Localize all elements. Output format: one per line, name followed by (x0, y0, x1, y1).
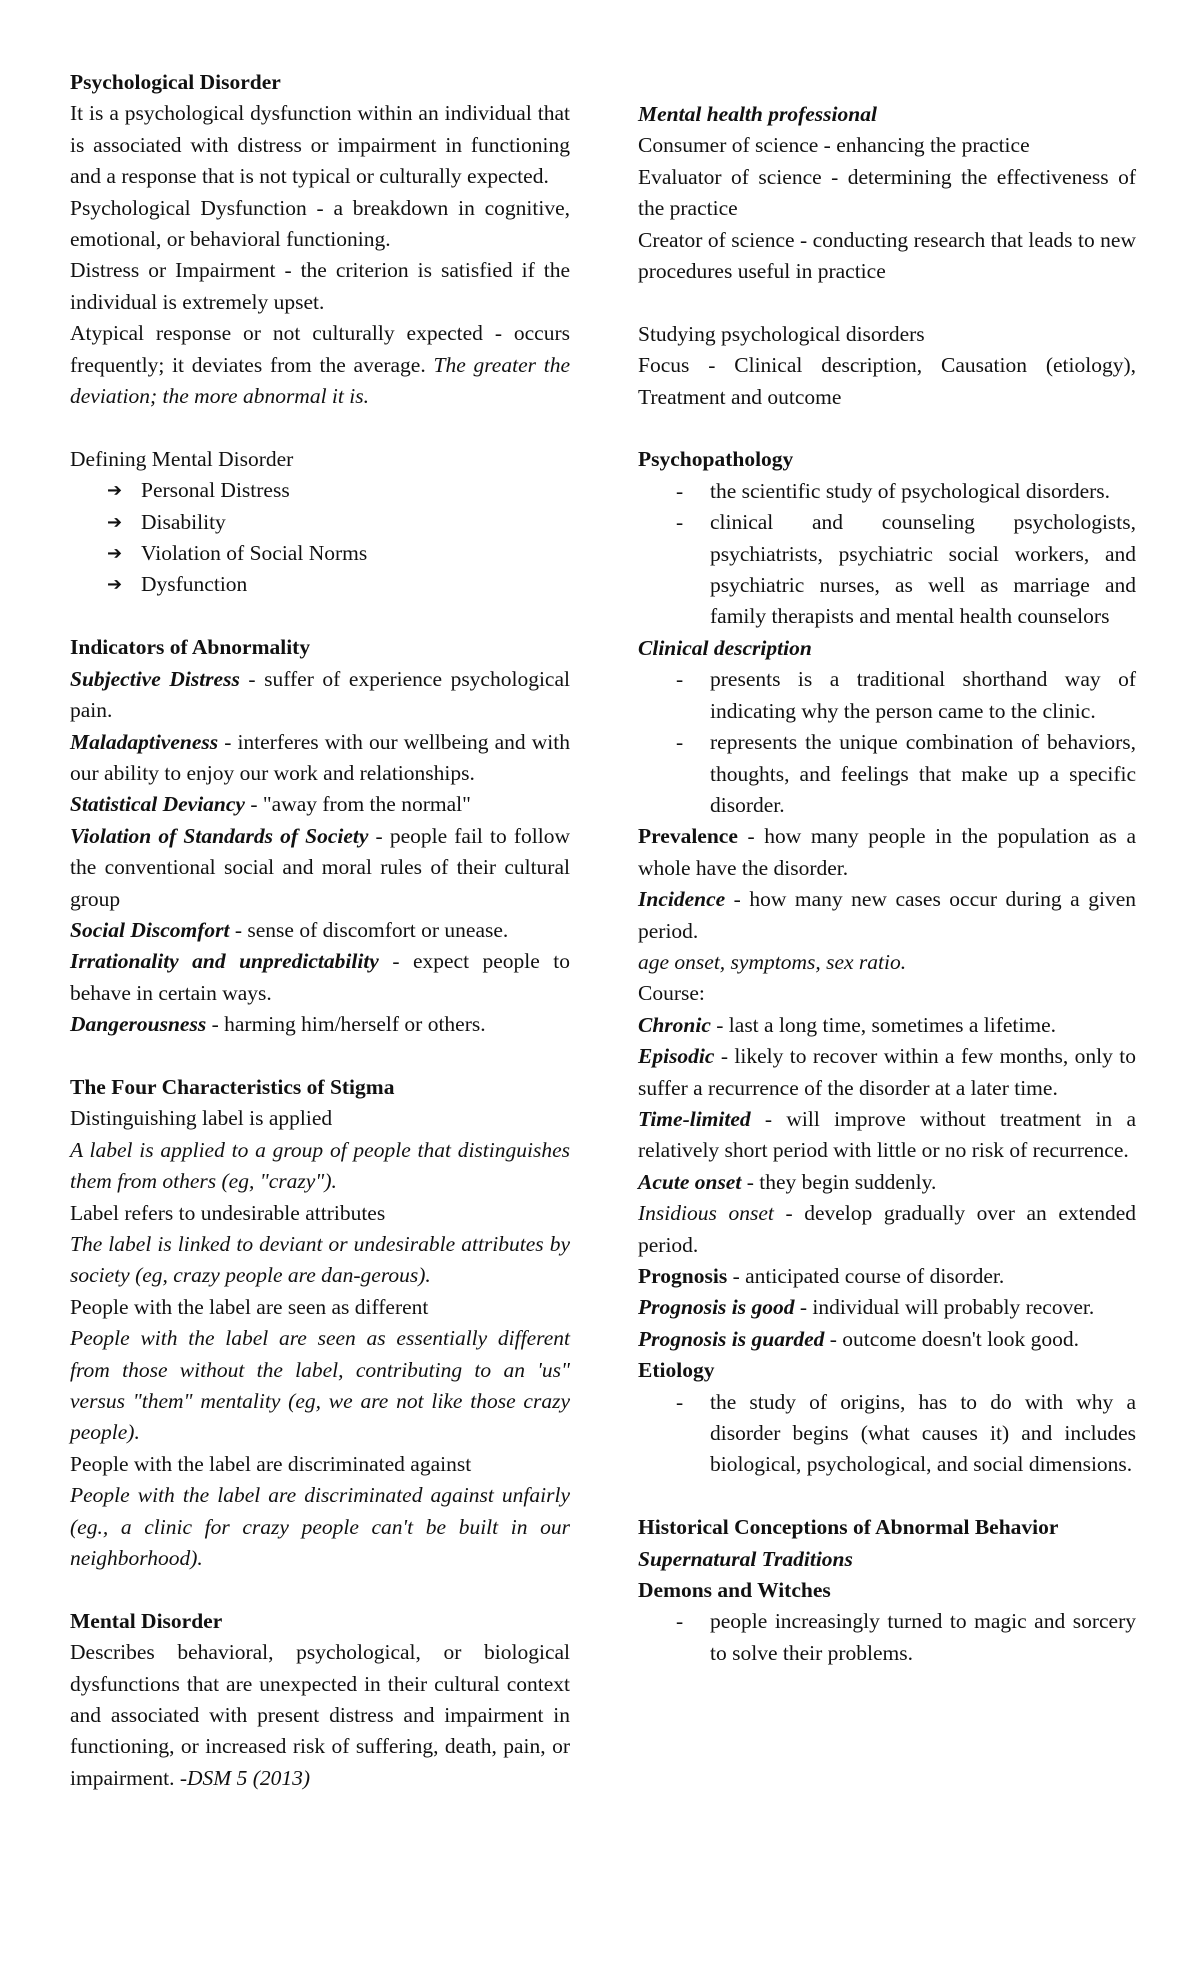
term: Episodic (638, 1044, 715, 1069)
dsm-citation: -DSM 5 (2013) (179, 1765, 311, 1790)
indicator-desc: - harming him/herself or others. (206, 1012, 486, 1037)
heading-supernatural-traditions: Supernatural Traditions (638, 1546, 853, 1571)
heading-studying-disorders: Studying psychological disorders (638, 321, 925, 346)
heading-psychopathology: Psychopathology (638, 447, 794, 472)
indicator-item (70, 664, 570, 727)
time-limited-text (638, 1104, 1136, 1167)
defining-list (70, 475, 570, 601)
heading-stigma: The Four Characteristics of Stigma (70, 1074, 395, 1099)
age-onset-text: age onset, symptoms, sex ratio. (638, 949, 907, 974)
chronic-text (638, 1010, 1136, 1041)
term: Acute onset (638, 1169, 742, 1194)
incidence-text (638, 884, 1136, 947)
atypical-response-italic: The greater the deviation; the more abnormal it is. (70, 352, 570, 409)
indicator-desc: - interferes with our wellbeing and with our ability to enjoy our work and relationships. (70, 729, 570, 785)
indicator-term: Violation of Standards of Society (70, 823, 369, 848)
list-item: - represents the unique combination of behaviors, thoughts, and feelings that make up a specific disorder. (638, 727, 1136, 821)
stigma-detail: People with the label are seen as essentially different from those without the label, contributing to an 'us" versus "them" mentality (eg, we are not like those crazy people). (70, 1326, 570, 1445)
prognosis-text (638, 1261, 1136, 1292)
term: Prognosis is good (638, 1295, 795, 1320)
heading-psychological-disorder: Psychological Disorder (70, 70, 281, 94)
stigma-detail: People with the label are discriminated against unfairly (eg., a clinic for crazy people can't be built in our neighborhood). (70, 1483, 570, 1571)
term: Prevalence (638, 824, 738, 849)
list-item: - the scientific study of psychological disorders. (638, 476, 1136, 507)
right-column (638, 99, 1136, 1669)
indicator-desc: - people fail to follow the conventional social and moral rules of their cultural group (70, 823, 570, 911)
stigma-label: People with the label are discriminated against (70, 1451, 472, 1476)
list-item: ➔ Violation of Social Norms (107, 538, 570, 569)
stigma-label: Label refers to undesirable attributes (70, 1200, 386, 1225)
psych-dysfunction-text: Psychological Dysfunction - a breakdown in cognitive, emotional, or behavioral functioning. (70, 195, 570, 252)
indicator-desc: - sense of discomfort or unease. (229, 917, 509, 942)
desc: - individual will probably recover. (794, 1295, 1095, 1320)
indicator-term: Dangerousness (70, 1012, 207, 1037)
desc: - how many new cases occur during a given period. (638, 887, 1136, 943)
list-item: - clinical and counseling psychologists, psychiatrists, psychiatric social workers, and psychiatric nurses, as well as marriage and family therapists and mental health counselors (638, 507, 1136, 633)
indicator-term: Maladaptiveness (70, 729, 219, 754)
desc: - how many people in the population as a whole have the disorder. (638, 824, 1136, 880)
heading-mental-health-professional: Mental health professional (638, 102, 877, 126)
stigma-label: Distinguishing label is applied (70, 1106, 333, 1131)
acute-onset-text (638, 1167, 1136, 1198)
indicator-term: Irrationality and unpredictability (70, 949, 379, 974)
desc: - likely to recover within a few months, only to suffer a recurrence of the disorder at a later time. (638, 1044, 1136, 1100)
mental-disorder-body (70, 1637, 570, 1794)
desc: - anticipated course of disorder. (727, 1264, 1005, 1288)
term: Time-limited (638, 1106, 751, 1131)
desc: - develop gradually over an extended period. (638, 1201, 1136, 1257)
professional-item: Consumer of science - enhancing the practice (638, 133, 1030, 158)
professional-item: Creator of science - conducting research that leads to new procedures useful in practice (638, 227, 1136, 284)
indicator-item (70, 727, 570, 790)
heading-clinical-description: Clinical description (638, 635, 812, 660)
desc: - outcome doesn't look good. (824, 1326, 1080, 1351)
term: Prognosis (638, 1264, 728, 1288)
professional-item: Evaluator of science - determining the effectiveness of the practice (638, 164, 1136, 221)
atypical-response-text (70, 318, 570, 412)
indicator-desc: - "away from the normal" (244, 792, 471, 817)
indicator-desc: - expect people to behave in certain ways. (70, 949, 570, 1005)
desc: - they begin suddenly. (741, 1169, 937, 1194)
indicator-term: Statistical Deviancy (70, 792, 245, 817)
term: Incidence (638, 887, 726, 912)
heading-defining-mental-disorder: Defining Mental Disorder (70, 446, 294, 471)
indicator-item (70, 915, 570, 946)
heading-demons-witches: Demons and Witches (638, 1578, 831, 1603)
prognosis-guarded-text (638, 1324, 1136, 1355)
psych-disorder-definition: It is a psychological dysfunction within an individual that is associated with distress or impairment in functioning and a response that is not typical or culturally expected. (70, 101, 570, 189)
etiology-list (638, 1387, 1136, 1481)
indicator-item (70, 821, 570, 915)
indicator-term: Subjective Distress (70, 666, 240, 691)
distress-impairment-text: Distress or Impairment - the criterion is satisfied if the individual is extremely upset. (70, 258, 570, 314)
heading-etiology: Etiology (638, 1358, 715, 1383)
prognosis-good-text (638, 1292, 1136, 1323)
mental-disorder-text: Describes behavioral, psychological, or biological dysfunctions that are unexpected in their cultural context and associated with present distress and impairment in functioning, or increased risk of suffering, death, pain, or impairment. (70, 1640, 570, 1790)
list-item: ➔ Disability (107, 507, 570, 538)
demons-list (638, 1606, 1136, 1669)
insidious-onset-text (638, 1198, 1136, 1261)
heading-historical-conceptions: Historical Conceptions of Abnormal Behavior (638, 1515, 1059, 1540)
stigma-detail: A label is applied to a group of people that distinguishes them from others (eg, "crazy"). (70, 1137, 570, 1194)
term: Chronic (638, 1012, 711, 1037)
studying-focus: Focus - Clinical description, Causation (etiology), Treatment and outcome (638, 353, 1136, 409)
indicator-desc: - suffer of experience psychological pain. (70, 666, 570, 723)
desc: - last a long time, sometimes a lifetime. (710, 1012, 1057, 1037)
indicator-term: Social Discomfort (70, 917, 230, 942)
stigma-label: People with the label are seen as different (70, 1294, 429, 1319)
clinical-list (638, 664, 1136, 821)
list-item: - presents is a traditional shorthand way of indicating why the person came to the clinic. (638, 664, 1136, 727)
indicator-item (70, 946, 570, 1009)
indicator-item (70, 1009, 570, 1040)
list-item: ➔ Personal Distress (107, 475, 570, 506)
list-item: ➔ Dysfunction (107, 569, 570, 600)
list-item: - the study of origins, has to do with why a disorder begins (what causes it) and includes biological, psychological, and social dimensions. (638, 1387, 1136, 1481)
left-column (70, 67, 570, 1794)
list-item: - people increasingly turned to magic and sorcery to solve their problems. (638, 1606, 1136, 1669)
term: Prognosis is guarded (638, 1326, 825, 1351)
atypical-response-plain: Atypical response or not culturally expected - occurs frequently; it deviates from the average. (70, 321, 570, 377)
psychopathology-list (638, 476, 1136, 633)
prevalence-text (638, 821, 1136, 884)
desc: - will improve without treatment in a relatively short period with little or no risk of recurrence. (638, 1106, 1136, 1163)
heading-indicators: Indicators of Abnormality (70, 635, 311, 660)
heading-mental-disorder: Mental Disorder (70, 1608, 223, 1633)
episodic-text (638, 1041, 1136, 1104)
term: Insidious onset (638, 1201, 774, 1226)
course-label: Course: (638, 981, 705, 1006)
stigma-detail: The label is linked to deviant or undesirable attributes by society (eg, crazy people are dan-gerous). (70, 1231, 570, 1288)
indicator-item (70, 789, 570, 820)
